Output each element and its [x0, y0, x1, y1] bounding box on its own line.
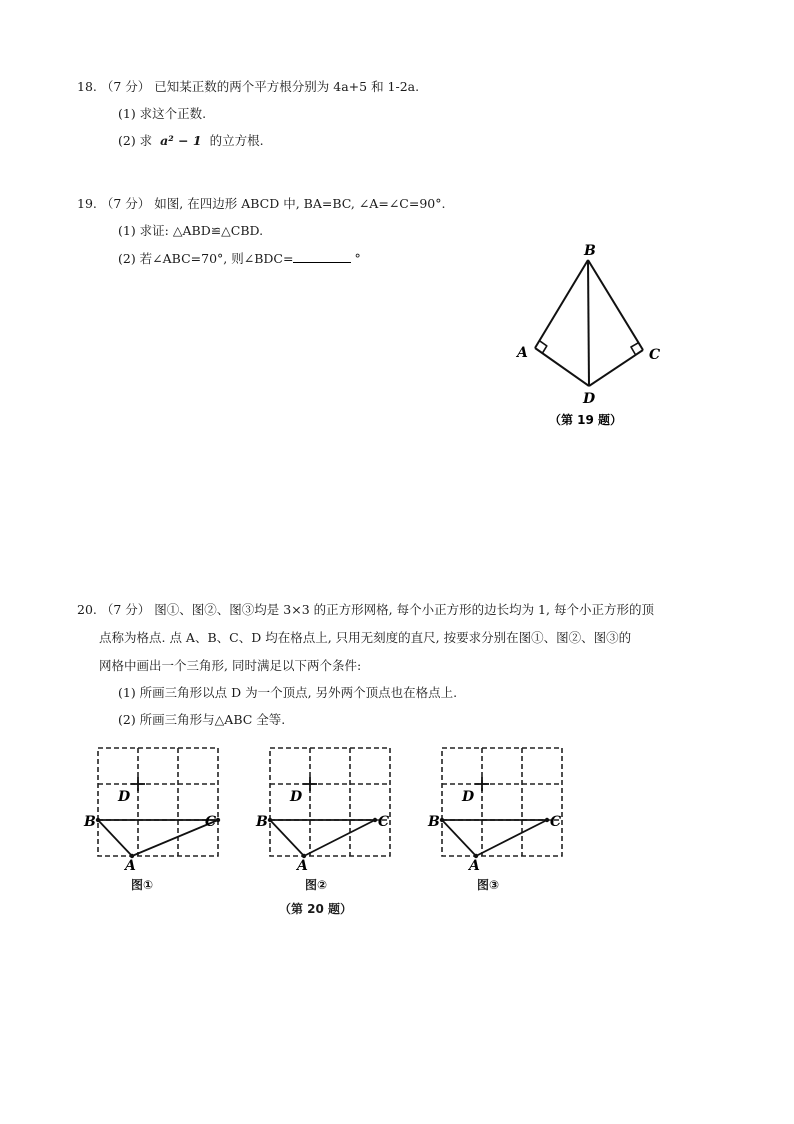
q19-part2-prefix: (2) 若∠ABC=70°, 则∠BDC=: [118, 251, 294, 266]
segment-ba: [535, 260, 588, 348]
q18-score: （7 分）: [100, 79, 151, 94]
label-c: C: [550, 814, 562, 830]
q19-score: （7 分）: [100, 196, 151, 211]
segment-bd: [588, 260, 589, 386]
grid-figure-1: [80, 740, 230, 870]
q20-stem-line3: 网格中画出一个三角形, 同时满足以下两个条件:: [99, 658, 362, 673]
q19-stem: 如图, 在四边形 ABCD 中, BA=BC, ∠A=∠C=90°.: [154, 196, 446, 211]
label-c: C: [649, 347, 661, 363]
q19-part2: [118, 250, 361, 267]
label-c: C: [205, 814, 217, 830]
q18-stem: 已知某正数的两个平方根分别为 4a+5 和 1-2a.: [154, 79, 420, 94]
q18-part2: [118, 133, 264, 149]
side-ac: [304, 820, 375, 856]
label-d: D: [118, 789, 131, 805]
q18-part1: (1) 求这个正数.: [118, 106, 207, 121]
figure-19: [505, 240, 675, 430]
point-c: [216, 818, 220, 822]
side-ba: [442, 820, 476, 856]
point-b: [440, 818, 444, 822]
q18-part2-suffix: 的立方根.: [209, 133, 264, 148]
side-ba: [98, 820, 132, 856]
figure-20-caption: （第 20 题）: [279, 902, 353, 916]
q19-stem-line: [77, 196, 445, 212]
figure-19-caption: （第 19 题）: [549, 413, 623, 427]
side-ba: [270, 820, 304, 856]
q20-condition-2: (2) 所画三角形与△ABC 全等.: [118, 712, 286, 727]
point-b: [268, 818, 272, 822]
label-b: B: [256, 814, 268, 830]
label-b: B: [84, 814, 96, 830]
point-c: [373, 818, 377, 822]
grid-1-caption: 图①: [131, 878, 154, 892]
point-b: [96, 818, 100, 822]
q20-score: （7 分）: [100, 602, 151, 617]
segment-bc: [588, 260, 643, 350]
q18-part2-prefix: (2) 求: [118, 133, 153, 148]
q18-stem-line: [77, 79, 419, 95]
q19-number: 19.: [77, 196, 97, 211]
label-a: A: [125, 858, 136, 870]
q19-part2-suffix: °: [354, 251, 361, 266]
q20-stem-line2: 点称为格点. 点 A、B、C、D 均在格点上, 只用无刻度的直尺, 按要求分别在图①、图②、图③的: [99, 630, 632, 645]
grid-figure-3: [424, 740, 574, 870]
label-d: D: [462, 789, 475, 805]
label-b: B: [428, 814, 440, 830]
q18-part2-math: a² − 1: [160, 133, 202, 148]
label-a: A: [297, 858, 308, 870]
answer-blank[interactable]: [293, 250, 351, 263]
q20-condition-1: (1) 所画三角形以点 D 为一个顶点, 另外两个顶点也在格点上.: [118, 685, 458, 700]
label-a: A: [469, 858, 480, 870]
segment-ad: [535, 348, 589, 386]
q20-stem-line1: [77, 602, 654, 618]
q19-part1: (1) 求证: △ABD≌△CBD.: [118, 223, 264, 238]
label-a: A: [517, 345, 528, 361]
grid-3-caption: 图③: [477, 878, 500, 892]
q20-stem-1: 图①、图②、图③均是 3×3 的正方形网格, 每个小正方形的边长均为 1, 每个小正方形的顶: [154, 602, 654, 617]
side-ac: [476, 820, 547, 856]
q18-number: 18.: [77, 79, 97, 94]
grid-2-caption: 图②: [305, 878, 328, 892]
label-d: D: [583, 391, 596, 407]
label-b: B: [584, 243, 596, 259]
label-c: C: [378, 814, 390, 830]
segment-cd: [589, 350, 643, 386]
label-d: D: [290, 789, 303, 805]
grid-figure-2: [252, 740, 402, 870]
point-c: [545, 818, 549, 822]
q20-number: 20.: [77, 602, 97, 617]
